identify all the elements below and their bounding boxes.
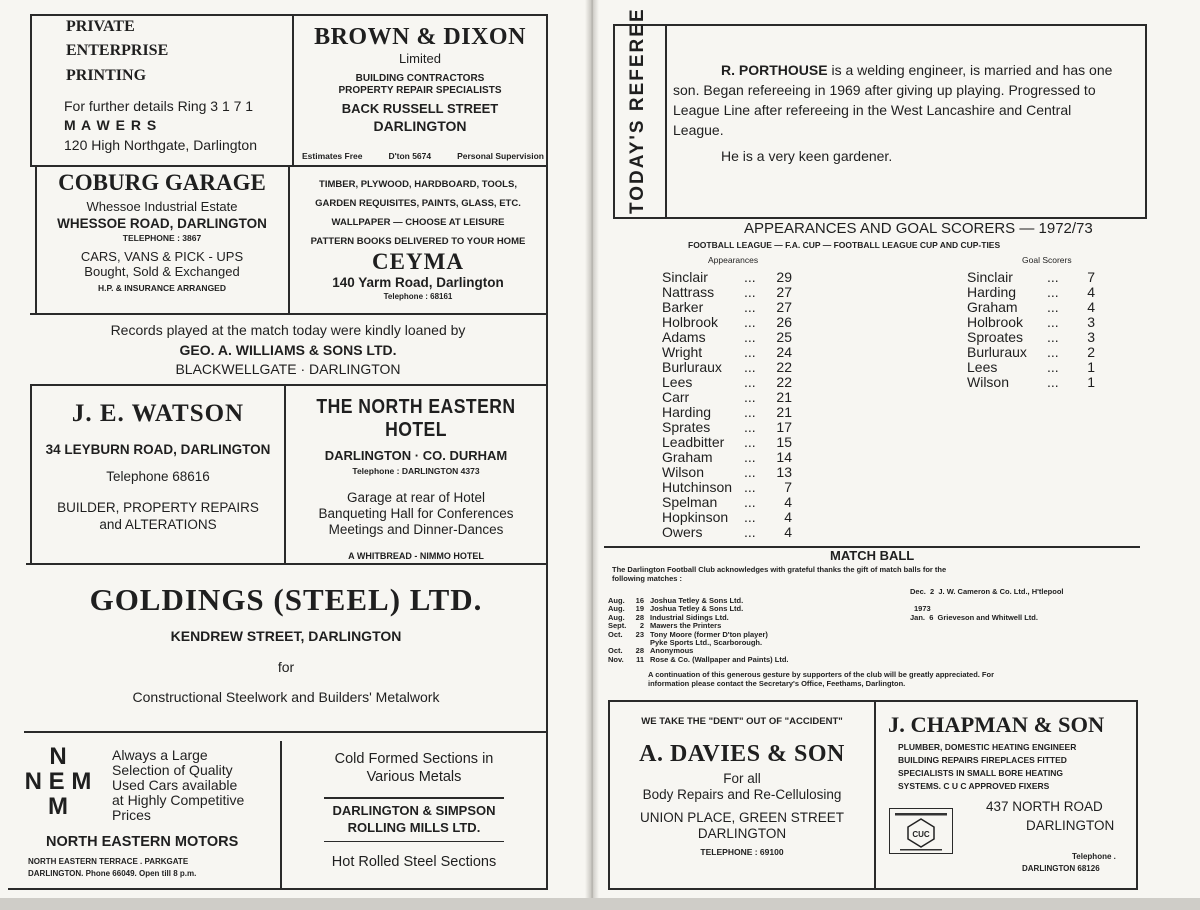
appearance-row [662,450,902,465]
appearance-row [662,510,902,525]
appearance-count: 4 [784,509,792,525]
brown-f3: Personal Supervision [457,151,544,161]
hotel-l1: DARLINGTON · CO. DURHAM [324,448,508,463]
goal-count: 1 [1087,359,1095,375]
appearance-row [662,405,902,420]
watson-l1: BUILDER, PROPERTY REPAIRS [57,500,259,515]
simpson-n2: ROLLING MILLS LTD. [347,819,481,835]
referee-p4: League. [673,122,724,138]
davies-tel: TELEPHONE : 69100 [700,847,784,857]
referee-side-label: TODAY'S REFEREE [627,7,648,214]
goldings-work: Constructional Steelwork and Builders' Metalwork [132,689,440,705]
leader-dots: ... [1047,359,1059,375]
brown-l2: PROPERTY REPAIR SPECIALISTS [338,85,502,96]
matchball-foot1: A continuation of this generous gesture by supporters of the club will be greatly appreciated. For [648,670,995,679]
chapman-l4: SYSTEMS. C U C APPROVED FIXERS [898,781,1050,791]
appearance-count: 4 [784,524,792,540]
matchball-donor: Tony Moore (former D'ton player) [650,629,768,639]
brown-l4: DARLINGTON [373,118,467,134]
brown-f2: D'ton 5674 [388,151,432,161]
watson-l2: and ALTERATIONS [99,517,217,532]
ad-a-davies [612,704,872,886]
appearance-count: 24 [776,344,792,360]
simpson-l3: Hot Rolled Steel Sections [331,854,497,870]
stats-subtitle: FOOTBALL LEAGUE — F.A. CUP — FOOTBALL LEAGUE CUP AND CUP-TIES [688,240,1001,250]
appearance-row [662,330,902,345]
records-l2: GEO. A. WILLIAMS & SONS LTD. [179,342,397,358]
matchball-donor: Joshua Tetley & Sons Ltd. [650,596,744,605]
nem-name: NORTH EASTERN MOTORS [46,834,239,850]
appearance-row [662,285,902,300]
player-name: Barker [662,299,704,315]
referee-p1: is a welding engineer, is married and has one [831,62,1113,78]
player-name: Wilson [662,464,705,480]
goal-count: 2 [1087,344,1095,360]
coburg-l4: CARS, VANS & PICK - UPS [80,249,244,264]
simpson-n1: DARLINGTON & SIMPSON [332,802,496,818]
player-name: Wilson [967,374,1010,390]
chapman-tel1: Telephone . [1072,852,1116,861]
matchball-intro2: following matches : [612,574,683,583]
ad-j-chapman [876,704,1138,886]
davies-l2: Body Repairs and Re-Cellulosing [642,787,842,802]
leader-dots: ... [744,299,756,315]
player-name: Graham [662,449,713,465]
player-name: Wright [662,344,703,360]
appearance-row [662,315,902,330]
goal-count: 3 [1087,329,1095,345]
appearance-count: 4 [784,494,792,510]
appearance-row [662,525,902,540]
leader-dots: ... [1047,299,1059,315]
leader-dots: ... [744,389,756,405]
coburg-l5: Bought, Sold & Exchanged [84,264,240,279]
goal-scorer-row [967,345,1167,360]
pep-line2: ENTERPRISE [66,42,169,59]
goal-count: 1 [1087,374,1095,390]
leader-dots: ... [744,269,756,285]
matchball-month: Oct. [608,646,623,656]
stats-title: APPEARANCES AND GOAL SCORERS — 1972/73 [744,220,1093,237]
matchball-title: MATCH BALL [830,548,915,563]
appearance-count: 22 [776,359,792,375]
nem-logo-bottom: M [48,793,68,820]
ad-brown-dixon [294,16,546,164]
leader-dots: ... [1047,374,1059,390]
matchball-donor: Joshua Tetley & Sons Ltd. [650,604,744,614]
player-name: Sinclair [967,269,1013,285]
leader-dots: ... [744,479,756,495]
matchball-month: Aug. [608,596,625,605]
leader-dots: ... [1047,329,1059,345]
matchball-donor: Anonymous [650,646,694,656]
chapman-l1: PLUMBER, DOMESTIC HEATING ENGINEER [898,742,1077,752]
matchball-year: 1973 [914,604,931,613]
matchball-day: 16 [635,596,644,605]
appearance-row [662,390,902,405]
appearance-row [662,480,902,495]
player-name: Adams [662,329,706,345]
matchball-month: Oct. [608,629,623,639]
matchball-donor: Mawers the Printers [650,621,722,631]
leader-dots: ... [744,404,756,420]
pep-line1: PRIVATE [66,18,135,35]
referee-p5: He is a very keen gardener. [721,148,893,164]
pep-address: 120 High Northgate, Darlington [64,137,258,153]
appearance-row [662,270,902,285]
appearance-count: 25 [776,329,792,345]
player-name: Sinclair [662,269,708,285]
matchball-r2-text: Grieveson and Whitwell Ltd. [937,613,1038,622]
goal-scorer-row [967,315,1167,330]
referee-name: R. PORTHOUSE [721,62,828,78]
leader-dots: ... [1047,284,1059,300]
appearance-row [662,375,902,390]
matchball-right-1 [910,587,1063,596]
nem-l5: Prices [112,807,151,823]
pep-line3: PRINTING [66,67,147,84]
nem-l4: at Highly Competitive [112,792,245,808]
leader-dots: ... [744,359,756,375]
goal-scorer-row [967,375,1167,390]
watson-tel: Telephone 68616 [106,469,210,484]
nem-l1: Always a Large [112,747,208,763]
matchball-donor: Pyke Sports Ltd., Scarborough. [650,638,763,648]
goal-scorers-heading: Goal Scorers [1022,255,1072,265]
watson-title: J. E. WATSON [71,400,245,427]
leader-dots: ... [744,494,756,510]
referee-p3: League Line after refereeing in the West Lancashire and Central [673,102,1072,118]
ceyma-addr: 140 Yarm Road, Darlington [332,275,504,290]
matchball-day: 28 [635,646,644,656]
matchball-intro1: The Darlington Football Club acknowledges with grateful thanks the gift of match balls for the [612,565,947,574]
hotel-title: THE NORTH EASTERN HOTEL [316,396,516,441]
matchball-day: 23 [635,629,644,639]
leader-dots: ... [744,374,756,390]
chapman-title: J. CHAPMAN & SON [888,712,1105,737]
appearance-row [662,360,902,375]
leader-dots: ... [744,284,756,300]
matchball-month: Aug. [608,612,625,622]
davies-l4: DARLINGTON [697,826,787,841]
chapman-addr1: 437 NORTH ROAD [986,799,1103,814]
goal-scorer-row [967,285,1167,300]
matchball-day: 11 [636,654,644,664]
matchball-month: Sept. [608,621,627,631]
ad-darlington-simpson [282,741,546,887]
records-l3: BLACKWELLGATE · DARLINGTON [175,361,401,377]
goal-scorer-row [967,300,1167,315]
matchball-r2-month: Jan. [910,613,926,622]
leader-dots: ... [744,329,756,345]
appearance-row [662,465,902,480]
player-name: Burluraux [967,344,1027,360]
goal-scorers-list [967,270,1167,390]
coburg-l2: WHESSOE ROAD, DARLINGTON [57,216,267,231]
goldings-addr: KENDREW STREET, DARLINGTON [170,628,402,644]
leader-dots: ... [744,509,756,525]
leader-dots: ... [744,344,756,360]
hotel-l3: Banqueting Hall for Conferences [318,506,514,521]
hotel-tel: Telephone : DARLINGTON 4373 [352,466,480,476]
leader-dots: ... [744,419,756,435]
goal-count: 4 [1087,299,1095,315]
cuc-badge-text: CUC [912,830,930,839]
davies-title: A. DAVIES & SON [639,741,845,767]
player-name: Leadbitter [662,434,725,450]
ceyma-tel: Telephone : 68161 [383,292,453,301]
coburg-title: COBURG GARAGE [58,170,266,195]
appearance-count: 21 [776,404,792,420]
matchball-foot2: information please contact the Secretary's Office, Feethams, Darlington. [648,679,906,688]
player-name: Lees [967,359,998,375]
ad-goldings-steel [26,566,546,730]
player-name: Nattrass [662,284,715,300]
goldings-title: GOLDINGS (STEEL) LTD. [89,582,483,617]
goal-scorer-row [967,360,1167,375]
appearance-count: 13 [776,464,792,480]
player-name: Graham [967,299,1018,315]
matchball-r1-text: J. W. Cameron & Co. Ltd., H'tlepool [938,587,1064,596]
hotel-l5: A WHITBREAD - NIMMO HOTEL [348,551,484,561]
nem-logo-mid: N E M [24,768,92,795]
player-name: Harding [662,404,712,420]
hotel-l2: Garage at rear of Hotel [346,490,486,505]
player-name: Owers [662,524,703,540]
davies-tag: WE TAKE THE "DENT" OUT OF "ACCIDENT" [641,716,843,727]
leader-dots: ... [744,449,756,465]
chapman-tel2: DARLINGTON 68126 [1022,864,1100,873]
simpson-l2: Various Metals [366,769,462,785]
player-name: Lees [662,374,693,390]
appearance-count: 21 [776,389,792,405]
referee-p1-wrap [721,62,1112,78]
ad-je-watson [32,386,284,562]
coburg-l6: H.P. & INSURANCE ARRANGED [98,283,226,293]
ad-records [30,316,546,382]
nem-l3: Used Cars available [112,777,238,793]
appearance-count: 29 [776,269,792,285]
matchball-day: 2 [639,621,644,631]
appearance-count: 14 [776,449,792,465]
brown-l3: BACK RUSSELL STREET [341,101,499,116]
leader-dots: ... [1047,344,1059,360]
ceyma-l4: PATTERN BOOKS DELIVERED TO YOUR HOME [310,236,526,247]
simpson-l1: Cold Formed Sections in [334,751,494,767]
coburg-l3: TELEPHONE : 3867 [122,233,202,243]
player-name: Harding [967,284,1017,300]
matchball-r1-day: 2 [930,587,935,596]
leader-dots: ... [1047,269,1059,285]
appearance-count: 22 [776,374,792,390]
appearance-row [662,420,902,435]
appearance-count: 17 [776,419,792,435]
hotel-l4: Meetings and Dinner-Dances [328,522,504,537]
pep-name: M A W E R S [64,117,158,133]
player-name: Holbrook [967,314,1024,330]
ceyma-l3: WALLPAPER — CHOOSE AT LEISURE [331,217,505,228]
ad-ceyma [290,168,546,312]
matchball-day: 28 [635,612,644,622]
ad-north-eastern-motors [10,738,278,886]
pep-details: For further details Ring 3 1 7 1 [64,98,254,114]
player-name: Holbrook [662,314,719,330]
referee-p2: son. Began refereeing in 1969 after giving up playing. Progressed to [673,82,1096,98]
matchball-right-2 [910,613,1038,622]
matchball-month: Aug. [608,604,625,614]
matchball-r1-month: Dec. [910,587,926,596]
appearance-count: 26 [776,314,792,330]
appearance-row [662,495,902,510]
referee-box [613,7,1147,219]
matchball-month: Nov. [608,654,624,664]
appearance-row [662,435,902,450]
matchball-r2-day: 6 [929,613,934,622]
scan-edge [0,898,1200,910]
player-name: Spelman [662,494,718,510]
ceyma-l2: GARDEN REQUISITES, PAINTS, GLASS, ETC. [315,198,521,209]
player-name: Burluraux [662,359,722,375]
nem-a1: NORTH EASTERN TERRACE . PARKGATE [28,857,189,866]
ad-north-eastern-hotel [286,386,546,562]
brown-title: BROWN & DIXON [314,24,526,50]
leader-dots: ... [744,464,756,480]
matchball-donor: Industrial Sidings Ltd. [650,612,729,622]
brown-l1: BUILDING CONTRACTORS [355,73,485,84]
appearances-list [662,270,902,540]
ceyma-title: CEYMA [372,249,464,274]
nem-logo [16,744,100,819]
matchball-left-list [608,597,788,664]
leader-dots: ... [744,434,756,450]
goal-scorer-row [967,330,1167,345]
player-name: Carr [662,389,690,405]
ad-private-enterprise-printing [40,16,290,164]
matchball-row [608,656,788,664]
player-name: Sprates [662,419,711,435]
nem-a2: DARLINGTON. Phone 66049. Open till 8 p.m. [28,869,197,878]
goal-scorer-row [967,270,1167,285]
brown-sub: Limited [399,51,441,66]
chapman-l2: BUILDING REPAIRS FIREPLACES FITTED [898,755,1067,765]
records-l1: Records played at the match today were kindly loaned by [110,322,466,338]
brown-f1: Estimates Free [302,151,363,161]
goal-count: 3 [1087,314,1095,330]
nem-logo-top: N [49,743,67,770]
cuc-badge-icon [889,808,953,854]
coburg-l1: Whessoe Industrial Estate [86,199,238,214]
appearance-count: 27 [776,299,792,315]
appearance-count: 15 [776,434,792,450]
nem-l2: Selection of Quality [112,762,233,778]
davies-l3: UNION PLACE, GREEN STREET [639,810,845,825]
player-name: Hopkinson [662,509,729,525]
appearances-section [600,220,1160,545]
goal-count: 4 [1087,284,1095,300]
leader-dots: ... [744,314,756,330]
player-name: Sproates [967,329,1024,345]
watson-addr: 34 LEYBURN ROAD, DARLINGTON [45,442,271,457]
chapman-l3: SPECIALISTS IN SMALL BORE HEATING [898,768,1063,778]
appearance-row [662,345,902,360]
davies-l1: For all [723,771,761,786]
leader-dots: ... [1047,314,1059,330]
appearances-heading: Appearances [708,255,759,265]
chapman-addr2: DARLINGTON [1026,818,1115,833]
match-ball-section [604,547,1164,692]
appearance-row [662,300,902,315]
goldings-for: for [277,659,295,675]
matchball-day: 19 [635,604,644,614]
page-gutter [585,0,599,910]
leader-dots: ... [744,524,756,540]
ceyma-l1: TIMBER, PLYWOOD, HARDBOARD, TOOLS, [319,179,517,190]
player-name: Hutchinson [662,479,733,495]
ad-coburg-garage [36,168,288,312]
matchball-donor: Rose & Co. (Wallpaper and Paints) Ltd. [650,654,789,664]
goal-count: 7 [1087,269,1095,285]
appearance-count: 27 [776,284,792,300]
appearance-count: 7 [784,479,792,495]
